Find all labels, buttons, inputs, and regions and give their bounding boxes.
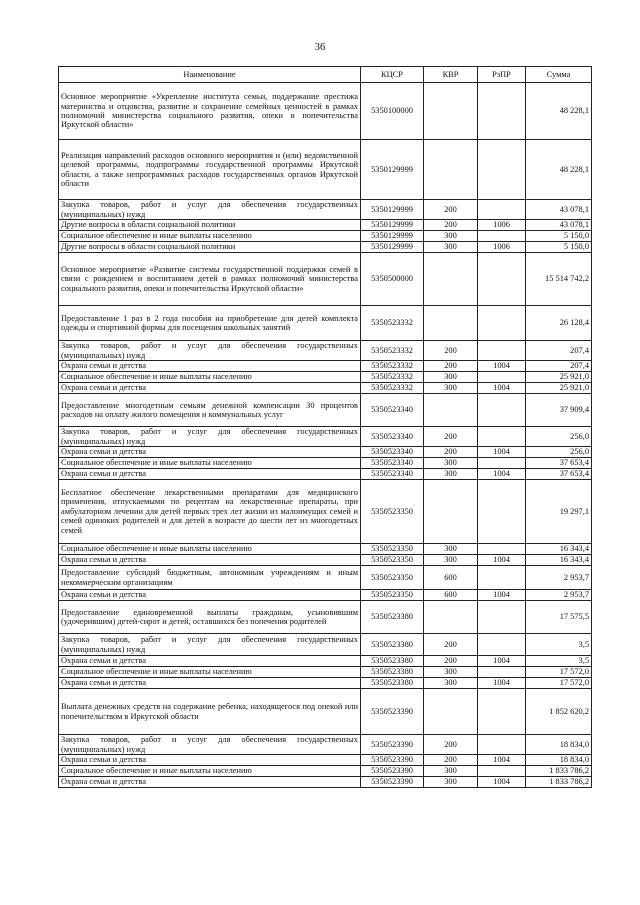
- cell-kvr: 200: [424, 447, 478, 458]
- header-name: Наименование: [59, 67, 361, 83]
- cell-kcsr: 5350523390: [361, 689, 424, 735]
- header-sum: Сумма: [526, 67, 592, 83]
- cell-name: Социальное обеспечение и иные выплаты населению: [59, 544, 361, 555]
- cell-name: Закупка товаров, работ и услуг для обеспечения государственных (муниципальных) нужд: [59, 427, 361, 447]
- cell-rzpr: 1004: [478, 361, 526, 372]
- cell-rzpr: 1006: [478, 220, 526, 231]
- cell-kvr: 300: [424, 777, 478, 788]
- cell-sum: 2 953,7: [526, 590, 592, 601]
- cell-kcsr: 5350129999: [361, 200, 424, 220]
- cell-sum: 5 150,0: [526, 231, 592, 242]
- cell-kcsr: 5350523350: [361, 590, 424, 601]
- table-row: [59, 140, 592, 200]
- table-row: [59, 566, 592, 590]
- cell-name: Закупка товаров, работ и услуг для обеспечения государственных (муниципальных) нужд: [59, 200, 361, 220]
- cell-name: Выплата денежных средств на содержание ребенка, находящегося под опекой или попечительством в Иркутской области: [59, 689, 361, 735]
- cell-rzpr: [478, 427, 526, 447]
- cell-sum: 256,0: [526, 447, 592, 458]
- cell-sum: 18 834,0: [526, 735, 592, 755]
- cell-rzpr: [478, 253, 526, 306]
- cell-kcsr: 5350129999: [361, 242, 424, 253]
- table-row: [59, 777, 592, 788]
- cell-rzpr: 1004: [478, 777, 526, 788]
- cell-rzpr: 1004: [478, 383, 526, 394]
- cell-name: Социальное обеспечение и иные выплаты населению: [59, 667, 361, 678]
- cell-name: Социальное обеспечение и иные выплаты населению: [59, 766, 361, 777]
- cell-kcsr: 5350523390: [361, 766, 424, 777]
- table-row: [59, 766, 592, 777]
- cell-name: Охрана семьи и детства: [59, 469, 361, 480]
- cell-name: Другие вопросы в области социальной политики: [59, 242, 361, 253]
- table-body: [59, 83, 592, 788]
- cell-kvr: 200: [424, 735, 478, 755]
- cell-kvr: [424, 480, 478, 544]
- table-row: [59, 361, 592, 372]
- table-row: [59, 220, 592, 231]
- cell-kvr: 300: [424, 242, 478, 253]
- cell-kcsr: 5350523332: [361, 341, 424, 361]
- cell-sum: 25 921,0: [526, 383, 592, 394]
- cell-kcsr: 5350523380: [361, 678, 424, 689]
- cell-rzpr: [478, 766, 526, 777]
- cell-sum: 43 078,1: [526, 220, 592, 231]
- cell-kvr: 600: [424, 590, 478, 601]
- cell-kcsr: 5350523380: [361, 601, 424, 634]
- cell-sum: 1 833 786,2: [526, 766, 592, 777]
- table-row: [59, 394, 592, 427]
- cell-sum: 15 514 742,2: [526, 253, 592, 306]
- cell-rzpr: [478, 458, 526, 469]
- cell-sum: 43 078,1: [526, 200, 592, 220]
- cell-sum: 19 297,1: [526, 480, 592, 544]
- cell-name: Охрана семьи и детства: [59, 590, 361, 601]
- cell-kvr: 200: [424, 200, 478, 220]
- cell-kcsr: 5350129999: [361, 140, 424, 200]
- cell-kvr: [424, 140, 478, 200]
- cell-kcsr: 5350523332: [361, 372, 424, 383]
- cell-rzpr: 1004: [478, 755, 526, 766]
- cell-sum: 17 572,0: [526, 667, 592, 678]
- cell-name: Предоставление субсидий бюджетным, автономным учреждениям и иным некоммерческим организациям: [59, 566, 361, 590]
- cell-rzpr: [478, 480, 526, 544]
- cell-name: Охрана семьи и детства: [59, 447, 361, 458]
- cell-kcsr: 5350523332: [361, 383, 424, 394]
- cell-kcsr: 5350523340: [361, 458, 424, 469]
- header-kvr: КВР: [424, 67, 478, 83]
- cell-name: Бесплатное обеспечение лекарственными препаратами для медицинского применения, отпускаемыми по рецептам на лекарственные препараты, при амбулаторном лечении для детей первых трех лет жизни из малоимущих семей и семей одиноких родителей и для детей в возрасте до шести лет из многодетных семей: [59, 480, 361, 544]
- cell-rzpr: [478, 231, 526, 242]
- cell-rzpr: [478, 140, 526, 200]
- cell-kcsr: 5350523340: [361, 394, 424, 427]
- cell-kcsr: 5350523380: [361, 656, 424, 667]
- cell-sum: 37 653,4: [526, 469, 592, 480]
- cell-sum: 18 834,0: [526, 755, 592, 766]
- cell-kcsr: 5350523380: [361, 634, 424, 656]
- budget-table: [58, 66, 592, 788]
- cell-name: Основное мероприятие «Развитие системы государственной поддержки семей в связи с рождением и воспитанием детей в рамках полномочий министерства социального развития, опеки и попечительства Иркутской области»: [59, 253, 361, 306]
- cell-rzpr: 1004: [478, 678, 526, 689]
- cell-rzpr: [478, 341, 526, 361]
- cell-rzpr: [478, 689, 526, 735]
- cell-kvr: [424, 689, 478, 735]
- cell-name: Социальное обеспечение и иные выплаты населению: [59, 372, 361, 383]
- cell-sum: 16 343,4: [526, 544, 592, 555]
- cell-name: Предоставление единовременной выплаты гражданам, усыновившим (удочерившим) детей-сирот и детей, оставшихся без попечения родителей: [59, 601, 361, 634]
- cell-kvr: 200: [424, 656, 478, 667]
- cell-sum: 48 228,1: [526, 140, 592, 200]
- cell-sum: 5 150,0: [526, 242, 592, 253]
- table-row: [59, 447, 592, 458]
- cell-kvr: 200: [424, 634, 478, 656]
- cell-sum: 48 228,1: [526, 83, 592, 140]
- table-row: [59, 555, 592, 566]
- cell-rzpr: 1004: [478, 447, 526, 458]
- cell-sum: 1 833 786,2: [526, 777, 592, 788]
- table-row: [59, 427, 592, 447]
- cell-name: Охрана семьи и детства: [59, 656, 361, 667]
- table-row: [59, 656, 592, 667]
- table-row: [59, 678, 592, 689]
- cell-kvr: 300: [424, 555, 478, 566]
- cell-kcsr: 5350523390: [361, 735, 424, 755]
- table-row: [59, 83, 592, 140]
- cell-sum: 1 852 620,2: [526, 689, 592, 735]
- cell-name: Охрана семьи и детства: [59, 555, 361, 566]
- cell-name: Предоставление 1 раз в 2 года пособия на приобретение для детей комплекта одежды и спортивной формы для посещения школьных занятий: [59, 306, 361, 341]
- table-row: [59, 480, 592, 544]
- cell-kcsr: 5350523340: [361, 447, 424, 458]
- cell-kvr: 300: [424, 766, 478, 777]
- cell-name: Охрана семьи и детства: [59, 777, 361, 788]
- cell-sum: 26 128,4: [526, 306, 592, 341]
- cell-kvr: [424, 306, 478, 341]
- cell-kvr: 300: [424, 458, 478, 469]
- cell-name: Охрана семьи и детства: [59, 383, 361, 394]
- header-kcsr: КЦСР: [361, 67, 424, 83]
- table-row: [59, 601, 592, 634]
- page-number: 36: [314, 42, 326, 53]
- cell-rzpr: 1004: [478, 555, 526, 566]
- cell-kcsr: 5350523332: [361, 361, 424, 372]
- cell-kcsr: 5350523390: [361, 777, 424, 788]
- cell-sum: 37 653,4: [526, 458, 592, 469]
- cell-rzpr: 1004: [478, 590, 526, 601]
- cell-kvr: 300: [424, 469, 478, 480]
- table-row: [59, 253, 592, 306]
- cell-kvr: [424, 394, 478, 427]
- cell-kcsr: 5350523390: [361, 755, 424, 766]
- cell-kvr: 600: [424, 566, 478, 590]
- cell-kcsr: 5350523350: [361, 566, 424, 590]
- cell-rzpr: [478, 372, 526, 383]
- cell-name: Закупка товаров, работ и услуг для обеспечения государственных (муниципальных) нужд: [59, 341, 361, 361]
- table-row: [59, 383, 592, 394]
- table-row: [59, 590, 592, 601]
- table-header-row: [59, 67, 592, 83]
- table-row: [59, 458, 592, 469]
- header-rzpr: РзПР: [478, 67, 526, 83]
- cell-rzpr: [478, 394, 526, 427]
- cell-name: Предоставление многодетным семьям денежной компенсации 30 процентов расходов на оплату жилого помещения и коммунальных услуг: [59, 394, 361, 427]
- cell-name: Социальное обеспечение и иные выплаты населению: [59, 458, 361, 469]
- cell-rzpr: [478, 634, 526, 656]
- cell-rzpr: [478, 306, 526, 341]
- table-row: [59, 242, 592, 253]
- table-row: [59, 544, 592, 555]
- cell-kcsr: 5350523350: [361, 544, 424, 555]
- cell-sum: 3,5: [526, 634, 592, 656]
- cell-rzpr: [478, 544, 526, 555]
- cell-kcsr: 5350523340: [361, 469, 424, 480]
- table-row: [59, 341, 592, 361]
- cell-rzpr: 1004: [478, 469, 526, 480]
- cell-kcsr: 5350129999: [361, 220, 424, 231]
- cell-name: Закупка товаров, работ и услуг для обеспечения государственных (муниципальных) нужд: [59, 634, 361, 656]
- cell-kvr: 300: [424, 678, 478, 689]
- cell-kvr: 300: [424, 231, 478, 242]
- cell-rzpr: 1004: [478, 656, 526, 667]
- table-row: [59, 306, 592, 341]
- table-row: [59, 231, 592, 242]
- cell-kvr: [424, 83, 478, 140]
- cell-kcsr: 5350129999: [361, 231, 424, 242]
- cell-name: Реализация направлений расходов основного мероприятия и (или) ведомственной целевой программы, подпрограммы государственной программы Иркутской области, а также непрограммных расходов государственных органов Иркутской области: [59, 140, 361, 200]
- cell-sum: 25 921,0: [526, 372, 592, 383]
- cell-kvr: 200: [424, 427, 478, 447]
- cell-sum: 256,0: [526, 427, 592, 447]
- cell-sum: 17 572,0: [526, 678, 592, 689]
- cell-kcsr: 5350523350: [361, 555, 424, 566]
- cell-kvr: 200: [424, 755, 478, 766]
- cell-rzpr: [478, 601, 526, 634]
- cell-kvr: 200: [424, 220, 478, 231]
- cell-kvr: 300: [424, 544, 478, 555]
- cell-name: Охрана семьи и детства: [59, 361, 361, 372]
- cell-kvr: [424, 601, 478, 634]
- cell-sum: 3,5: [526, 656, 592, 667]
- cell-sum: 207,4: [526, 341, 592, 361]
- cell-name: Основное мероприятие «Укрепление института семьи, поддержание престижа материнства и отцовства, развитие и сохранение семейных ценностей в рамках полномочий министерства социального развития, опеки и попечительства Иркутской области»: [59, 83, 361, 140]
- cell-kvr: 200: [424, 341, 478, 361]
- table-row: [59, 689, 592, 735]
- cell-sum: 16 343,4: [526, 555, 592, 566]
- cell-kcsr: 5350523340: [361, 427, 424, 447]
- table-row: [59, 634, 592, 656]
- table-row: [59, 372, 592, 383]
- cell-rzpr: [478, 566, 526, 590]
- cell-name: Другие вопросы в области социальной политики: [59, 220, 361, 231]
- cell-kvr: [424, 253, 478, 306]
- cell-kcsr: 5350100000: [361, 83, 424, 140]
- cell-kcsr: 5350500000: [361, 253, 424, 306]
- cell-kcsr: 5350523350: [361, 480, 424, 544]
- table-row: [59, 200, 592, 220]
- cell-kvr: 300: [424, 372, 478, 383]
- cell-name: Социальное обеспечение и иные выплаты населению: [59, 231, 361, 242]
- cell-rzpr: [478, 200, 526, 220]
- table-row: [59, 735, 592, 755]
- cell-kcsr: 5350523332: [361, 306, 424, 341]
- cell-kvr: 300: [424, 667, 478, 678]
- table-row: [59, 469, 592, 480]
- cell-name: Охрана семьи и детства: [59, 678, 361, 689]
- table-row: [59, 667, 592, 678]
- cell-rzpr: [478, 735, 526, 755]
- cell-rzpr: [478, 667, 526, 678]
- cell-rzpr: 1006: [478, 242, 526, 253]
- cell-kvr: 200: [424, 361, 478, 372]
- cell-kcsr: 5350523380: [361, 667, 424, 678]
- cell-sum: 17 575,5: [526, 601, 592, 634]
- cell-name: Закупка товаров, работ и услуг для обеспечения государственных (муниципальных) нужд: [59, 735, 361, 755]
- cell-sum: 207,4: [526, 361, 592, 372]
- cell-sum: 37 909,4: [526, 394, 592, 427]
- cell-name: Охрана семьи и детства: [59, 755, 361, 766]
- cell-sum: 2 953,7: [526, 566, 592, 590]
- table-row: [59, 755, 592, 766]
- cell-rzpr: [478, 83, 526, 140]
- cell-kvr: 300: [424, 383, 478, 394]
